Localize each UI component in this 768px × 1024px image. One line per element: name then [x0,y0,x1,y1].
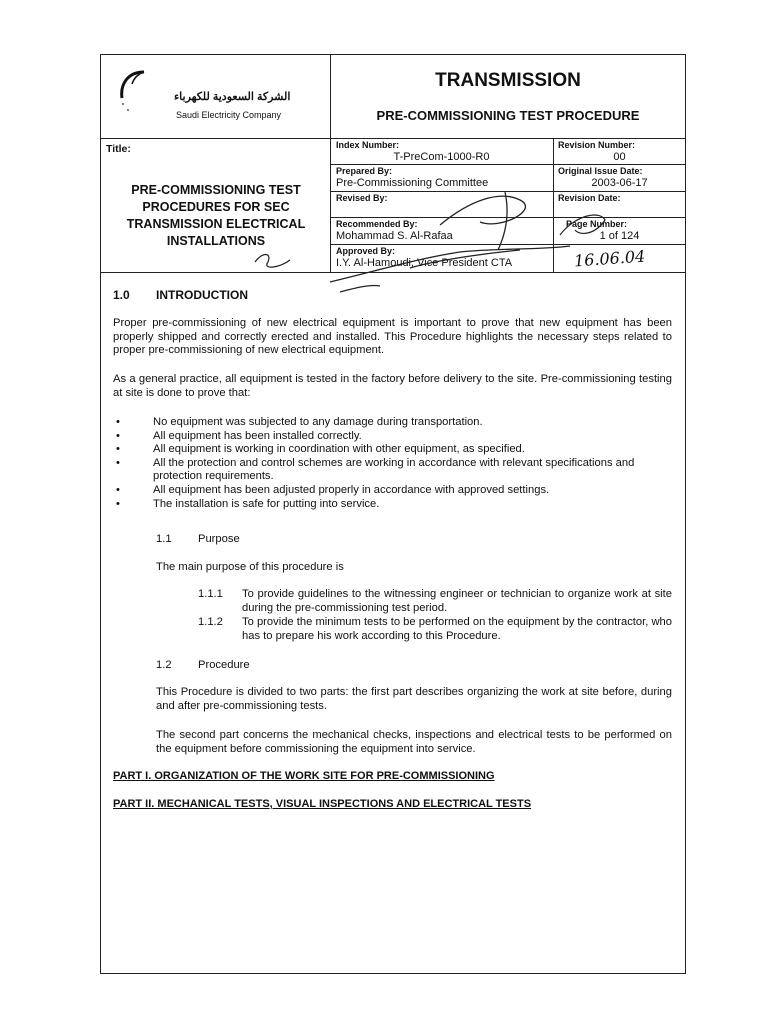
section-number: 1.0 [113,288,130,302]
procedure-paragraph-1: This Procedure is divided to two parts: the first part describes organizing the work at site before, during and after pre-commissioning tests. [156,686,672,712]
page-number-label: Page Number: [566,219,628,229]
index-number-value: T-PreCom-1000-R0 [393,151,490,163]
row-rule-2 [330,191,686,192]
purpose-item-text: To provide the minimum tests to be performed on the equipment by the contractor, who has to prepare his work according to this Procedure. [242,616,672,642]
recommended-by-label: Recommended By: [336,219,418,229]
purpose-item-text: To provide guidelines to the witnessing engineer or technician to organize work at site during the pre-commissioning test period. [242,588,672,614]
revision-date-label: Revision Date: [558,193,621,203]
intro-paragraph-2: As a general practice, all equipment is tested in the factory before delivery to the site. Pre-commissioning testing at site is done to prove that: [113,373,672,399]
list-item: • All equipment has been installed correctly. [113,430,672,444]
header-bottom-rule [100,138,686,139]
prepared-by-value: Pre-Commissioning Committee [336,177,489,189]
prepared-by-label: Prepared By: [336,166,393,176]
revised-by-label: Revised By: [336,193,388,203]
approved-by-value: I.Y. Al-Hamoudi, Vice President CTA [336,257,513,269]
purpose-item-number: 1.1.2 [198,616,223,628]
recommended-by-value: Mohammad S. Al-Rafaa [336,230,453,242]
revision-number-value: 00 [613,151,626,163]
row-rule-4 [330,244,686,245]
subsection-number: 1.2 [156,659,172,671]
list-item: • The installation is safe for putting into service. [113,498,672,512]
company-name-arabic: الشركة السعودية للكهرباء [174,91,291,103]
sec-logo-icon [114,66,154,116]
index-number-label: Index Number: [336,140,400,150]
original-issue-date-label: Original Issue Date: [558,166,643,176]
handwritten-approval-date: 16.06.04 [573,246,646,271]
verification-bullet-list [113,416,672,511]
part-two-heading: PART II. MECHANICAL TESTS, VISUAL INSPECTIONS AND ELECTRICAL TESTS [113,798,532,810]
intro-paragraph-1: Proper pre-commissioning of new electrical equipment is important to prove that new equipment has been properly shipped and correctly erected and installed. This Procedure highlights the necessary steps related to proper pre-commissioning of new electrical equipment. [113,317,672,357]
company-name-english: Saudi Electricity Company [176,110,282,120]
subsection-number: 1.1 [156,533,172,545]
list-item: • All equipment is working in coordination with other equipment, as specified. [113,443,672,457]
doc-type-title: PRE-COMMISSIONING TEST PROCEDURE [376,108,640,123]
info-bottom-rule [100,272,686,273]
revision-number-label: Revision Number: [558,140,636,150]
row-rule-1 [330,164,686,165]
original-issue-date-value: 2003-06-17 [591,177,648,189]
purpose-intro: The main purpose of this procedure is [156,561,344,573]
company-logo [114,66,324,130]
page-number-value: 1 of 124 [599,230,640,242]
list-item: • All the protection and control schemes are working in accordance with relevant specifications and protection requirements. [113,457,672,484]
purpose-item-number: 1.1.1 [198,588,223,600]
part-one-heading: PART I. ORGANIZATION OF THE WORK SITE FOR PRE-COMMISSIONING [113,770,495,782]
row-rule-3 [330,217,686,218]
approved-by-label: Approved By: [336,246,396,256]
list-item: • No equipment was subjected to any damage during transportation. [113,416,672,430]
department-title: TRANSMISSION [435,70,581,91]
title-label: Title: [106,143,131,155]
document-title: PRE-COMMISSIONING TEST PROCEDURES FOR SEC TRANSMISSION ELECTRICAL INSTALLATIONS [126,183,306,248]
section-heading: INTRODUCTION [156,288,248,302]
subsection-heading: Purpose [198,533,240,545]
list-item: • All equipment has been adjusted properly in accordance with approved settings. [113,484,672,498]
procedure-paragraph-2: The second part concerns the mechanical checks, inspections and electrical tests to be performed on the equipment before commissioning the equipment into service. [156,729,672,755]
subsection-heading: Procedure [198,659,250,671]
